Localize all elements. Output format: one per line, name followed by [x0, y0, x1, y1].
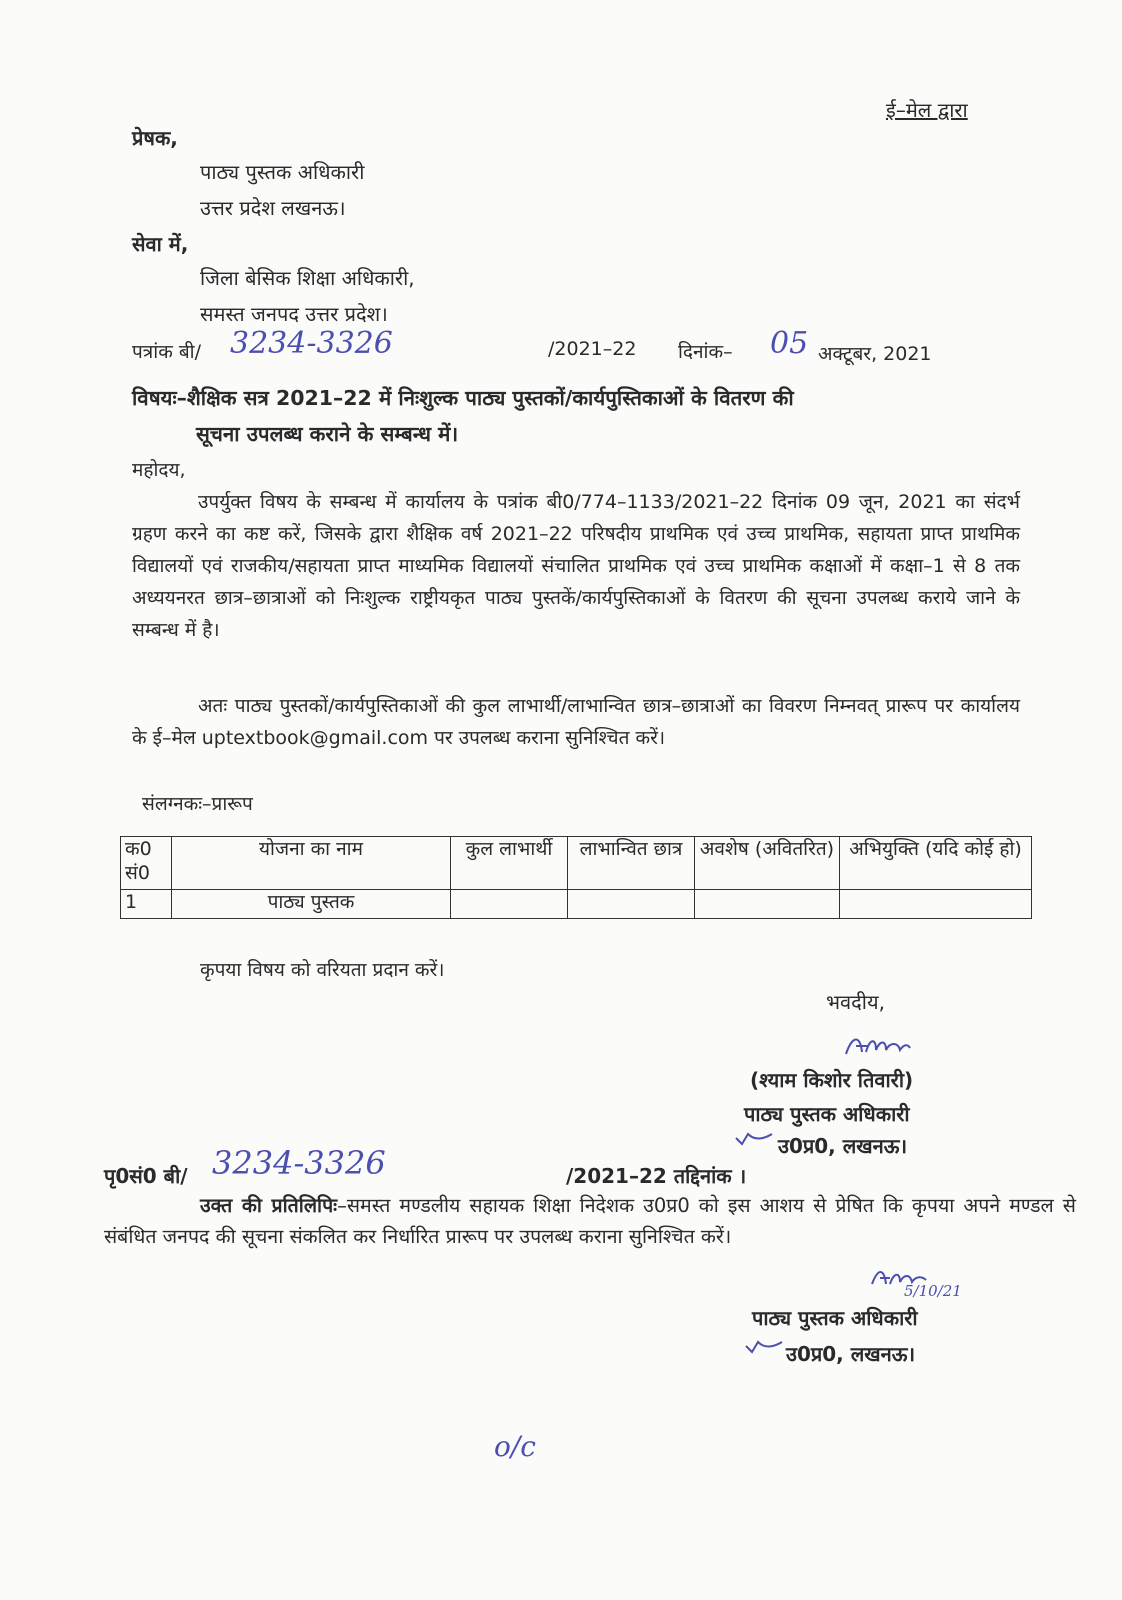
ref-date-label: दिनांक– — [678, 341, 733, 363]
footer-office-copy-mark: o/c — [494, 1430, 536, 1463]
recipient-line1: जिला बेसिक शिक्षा अधिकारी, — [200, 266, 415, 290]
table-header-cell: कुल लाभार्थी — [451, 837, 568, 890]
subject-line2: सूचना उपलब्ध कराने के सम्बन्ध में। — [196, 422, 459, 446]
body-paragraph-2: अतः पाठ्य पुस्तकों/कार्यपुस्तिकाओं की कुल लाभार्थी/लाभान्वित छात्र–छात्राओं का विवरण निम्नवत् प्रारूप पर कार्यालय के ई–मेल uptextbook@gmail.com पर उपलब्ध कराना सुनिश्चित करें। — [132, 695, 1020, 749]
table-header-cell: लाभान्वित छात्र — [568, 837, 695, 890]
table-cell — [451, 890, 568, 919]
recipient-label: सेवा में, — [132, 232, 189, 256]
sender-line1: पाठ्य पुस्तक अधिकारी — [200, 160, 365, 184]
body-paragraph-1: उपर्युक्त विषय के सम्बन्ध में कार्यालय के पत्रांक बी0/774–1133/2021–22 दिनांक 09 जून, 2021 का संदर्भ ग्रहण करने का कष्ट करें, जिसके द्वारा शैक्षिक वर्ष 2021–22 परिषदीय प्राथमिक एवं उच्च प्राथमिक, सहायता प्राप्त प्राथमिक विद्यालयों एवं राजकीय/सहायता प्राप्त माध्यमिक विद्यालयों संचालित प्राथमिक एवं उच्च प्राथमिक कक्षाओं में कक्षा–1 से 8 तक अध्ययनरत छात्र–छात्राओं को निःशुल्क राष्ट्रीयकृत पाठ्य पुस्तकें/कार्यपुस्तिकाओं के वितरण की सूचना उपलब्ध कराये जाने के सम्बन्ध में है। — [132, 491, 1020, 641]
ref-year: /2021–22 — [548, 338, 637, 360]
copy-ref-rest: /2021–22 तद्दिनांक । — [566, 1164, 747, 1188]
recipient-line2: समस्त जनपद उत्तर प्रदेश। — [200, 302, 388, 326]
dispatch-mode: ई–मेल द्वारा — [886, 98, 968, 122]
ref-date-rest: अक्टूबर, 2021 — [818, 343, 932, 365]
copy-ref-prefix: पृ0सं0 बी/ — [104, 1164, 188, 1188]
copy-signatory-place: उ0प्र0, लखनऊ। — [786, 1342, 916, 1366]
table-cell — [695, 890, 840, 919]
signatory-title: पाठ्य पुस्तक अधिकारी — [744, 1102, 910, 1126]
format-table — [120, 836, 1032, 919]
table-cell: 1 — [121, 890, 172, 919]
subject-line1: विषयः–शैक्षिक सत्र 2021–22 में निःशुल्क पाठ्य पुस्तकों/कार्यपुस्तिकाओं के वितरण की — [132, 386, 794, 410]
table-row — [121, 890, 1032, 919]
table-cell: पाठ्य पुस्तक — [172, 890, 451, 919]
table-header-cell: अभियुक्ति (यदि कोई हो) — [840, 837, 1032, 890]
table-header-cell: क0 सं0 — [121, 837, 172, 890]
table-cell — [568, 890, 695, 919]
signatory-name: (श्याम किशोर तिवारी) — [750, 1068, 914, 1092]
table-header-row — [121, 837, 1032, 890]
ref-handwritten-number: 3234-3326 — [230, 326, 393, 361]
ref-handwritten-day: 05 — [770, 326, 809, 361]
table-header-cell: योजना का नाम — [172, 837, 451, 890]
copy-paragraph — [104, 1190, 1076, 1252]
table-cell — [840, 890, 1032, 919]
ref-prefix: पत्रांक बी/ — [132, 341, 202, 363]
attachment-label: संलग्नकः–प्रारूप — [142, 793, 253, 815]
salutation: महोदय, — [132, 459, 186, 481]
copy-signatory-title: पाठ्य पुस्तक अधिकारी — [752, 1306, 918, 1330]
sender-label: प्रेषक, — [132, 126, 178, 150]
signature-1-icon — [842, 1028, 912, 1062]
sign-date: 5/10/21 — [904, 1282, 962, 1300]
copy-lead: उक्त की प्रतिलिपिः — [200, 1194, 338, 1217]
table-header-cell: अवशेष (अवितरित) — [695, 837, 840, 890]
closing: भवदीय, — [826, 990, 885, 1014]
sender-line2: उत्तर प्रदेश लखनऊ। — [200, 196, 346, 220]
priority-note: कृपया विषय को वरियता प्रदान करें। — [200, 959, 445, 981]
copy-text: –समस्त मण्डलीय सहायक शिक्षा निदेशक उ0प्र0 को इस आशय से प्रेषित कि कृपया अपने मण्डल से संबंधित जनपद की सूचना संकलित कर निर्धारित प्रारूप पर उपलब्ध कराना सुनिश्चित करें। — [104, 1194, 1076, 1248]
copy-handwritten-number: 3234-3326 — [212, 1144, 386, 1182]
tick-mark-icon — [734, 1128, 774, 1148]
signatory-place: उ0प्र0, लखनऊ। — [778, 1134, 908, 1158]
tick-mark-2-icon — [744, 1336, 784, 1356]
